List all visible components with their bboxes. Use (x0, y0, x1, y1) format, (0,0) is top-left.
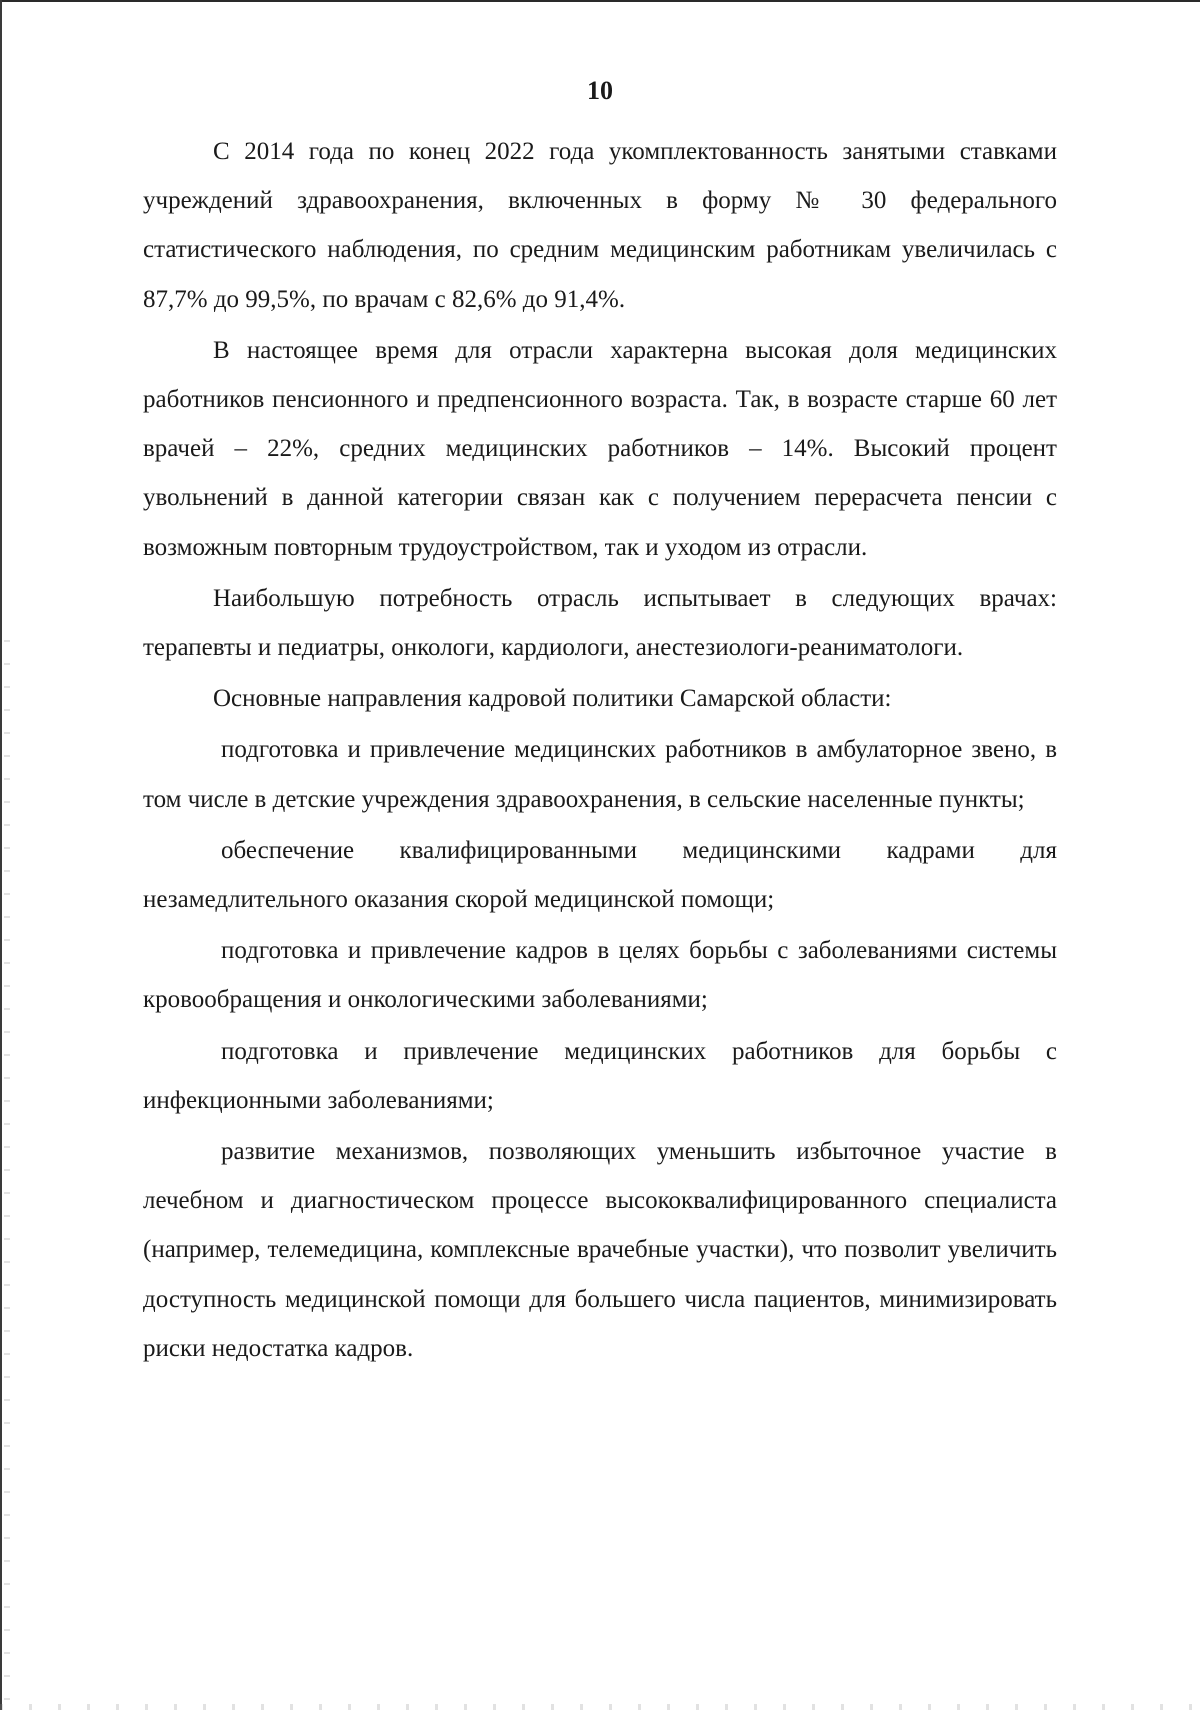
scan-noise-left (4, 640, 10, 1700)
policy-item-emergency-care: обеспечение квалифицированными медицинскими кадрами для незамедлительного оказания скорой медицинской помощи; (143, 836, 1057, 914)
page-number: 10 (587, 76, 613, 105)
scan-top-border (0, 0, 1200, 2)
paragraph-policy-directions-heading: Основные направления кадровой политики Самарской области: (213, 685, 892, 713)
paragraph-demand-specialists: Наибольшую потребность отрасль испытывает в следующих врачах: терапевты и педиатры, онкологи, кардиологи, анестезиологи-реаниматологи. (143, 584, 1057, 662)
document-body (143, 127, 1057, 1375)
policy-item-telemedicine: развитие механизмов, позволяющих уменьшить избыточное участие в лечебном и диагностическом процессе высококвалифицированного специалиста (например, телемедицина, комплексные врачебные участки), что позволит увеличить доступность медицинской помощи для большего числа пациентов, минимизировать риски недостатка кадров. (143, 1138, 1057, 1362)
policy-item-ambulatory: подготовка и привлечение медицинских работников в амбулаторное звено, в том числе в детские учреждения здравоохранения, в сельские населенные пункты; (143, 736, 1057, 813)
policy-item-infectious-diseases: подготовка и привлечение медицинских работников для борьбы с инфекционными заболеваниями; (143, 1037, 1057, 1114)
scan-left-border (0, 0, 2, 1710)
paragraph-staffing-statistics: С 2014 года по конец 2022 года укомплектованность занятыми ставками учреждений здравоохранения, включенных в форму № 30 федерального статистического наблюдения, по средним медицинским работникам увеличилась с 87,7% до 99,5%, по врачам с 82,6% до 91,4%. (143, 138, 1057, 313)
policy-item-cardio-oncology: подготовка и привлечение кадров в целях борьбы с заболеваниями системы кровообращения и онкологическими заболеваниями; (143, 937, 1057, 1014)
paragraph-age-structure: В настоящее время для отрасли характерна высокая доля медицинских работников пенсионного и предпенсионного возраста. Так, в возрасте старше 60 лет врачей – 22%, средних медицинских работников – 14%. Высокий процент увольнений в данной категории связан как с получением перерасчета пенсии с возможным повторным трудоустройством, так и уходом из отрасли. (143, 336, 1057, 561)
scan-noise-bottom (0, 1704, 1200, 1710)
